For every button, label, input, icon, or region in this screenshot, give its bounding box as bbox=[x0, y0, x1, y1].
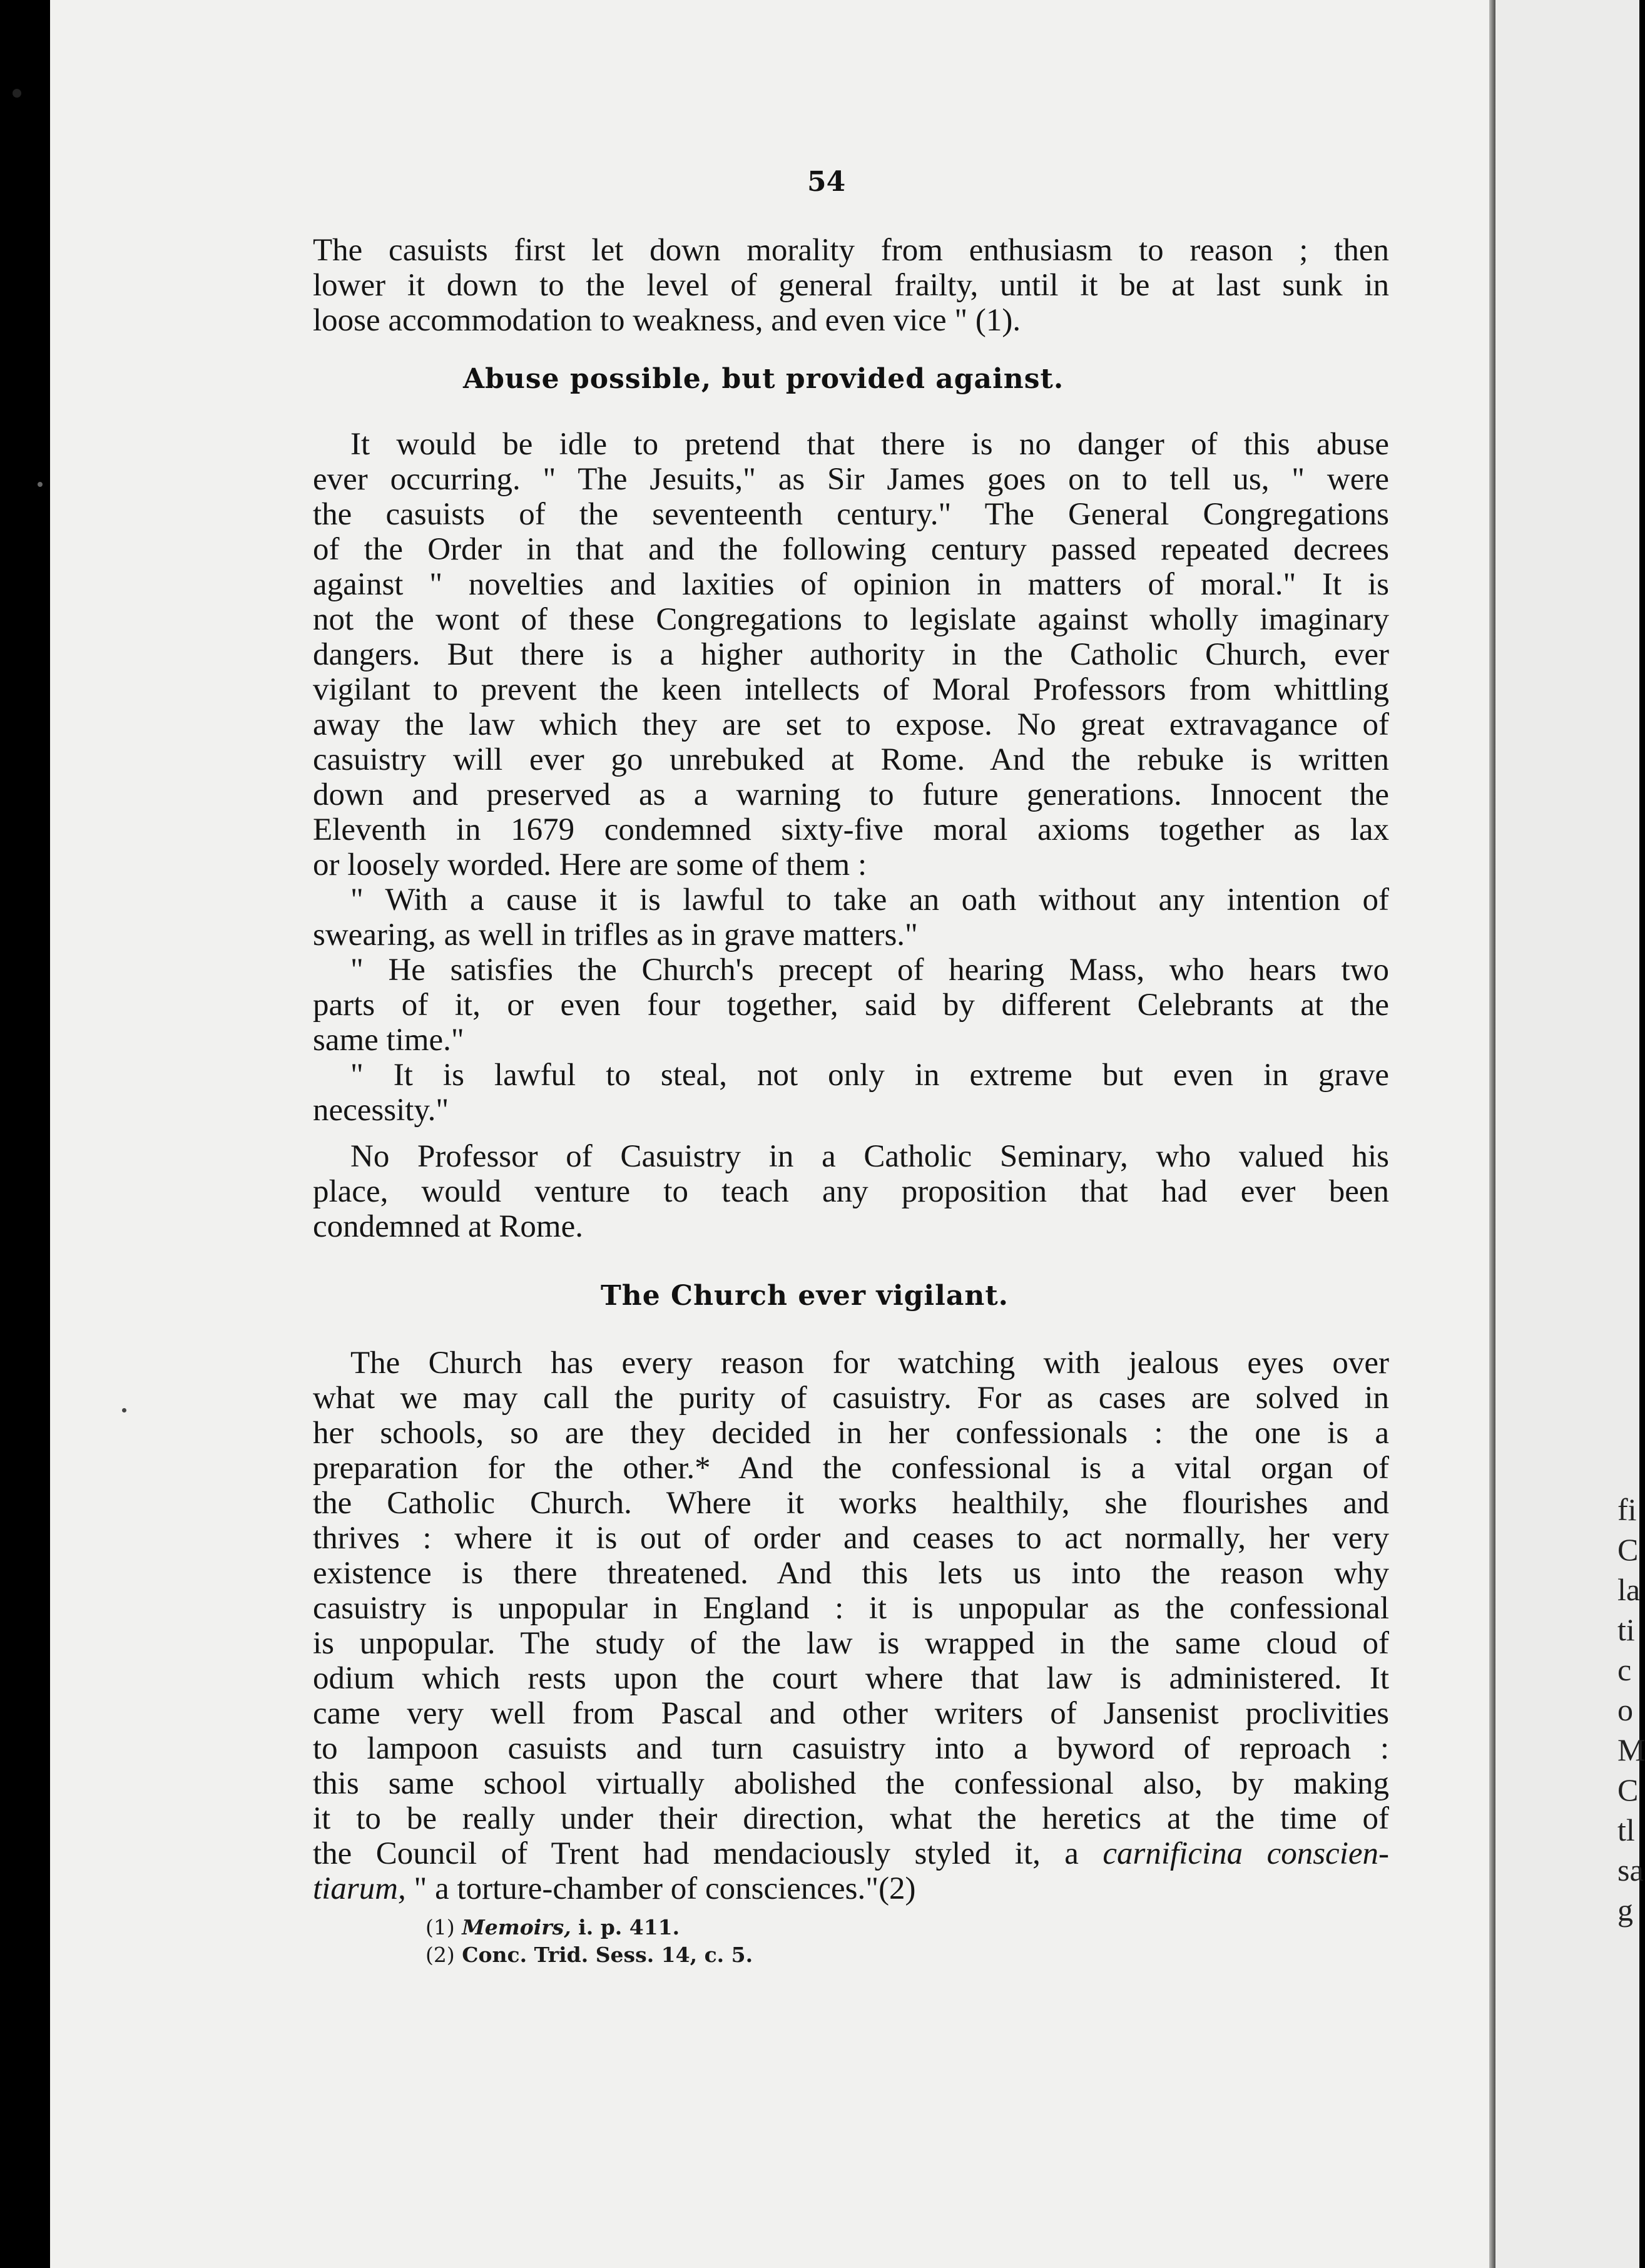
footnote-2 bbox=[425, 1941, 753, 1969]
quote-line: " With a cause it is lawful to take an oath without any intention of bbox=[350, 882, 1389, 917]
facing-letter: M bbox=[1617, 1732, 1645, 1767]
quoted-propositions bbox=[313, 882, 1389, 1128]
text-line: ever occurring. " The Jesuits," as Sir James goes on to tell us, " were bbox=[313, 462, 1389, 497]
text-line: condemned at Rome. bbox=[313, 1209, 583, 1244]
quote-line: same time." bbox=[313, 1023, 464, 1058]
text-line: the casuists of the seventeenth century." The General Congregations bbox=[313, 497, 1389, 532]
facing-letter: c bbox=[1617, 1652, 1632, 1687]
text-line: not the wont of these Congregations to legislate against wholly imaginary bbox=[313, 602, 1389, 637]
text-line: vigilant to prevent the keen intellects of Moral Professors from whittling bbox=[313, 672, 1389, 707]
text-line-with-latin bbox=[313, 1836, 1389, 1871]
quote-line: swearing, as well in trifles as in grave matters." bbox=[313, 917, 918, 953]
facing-letter: la bbox=[1617, 1572, 1641, 1607]
text-line: lower it down to the level of general frailty, until it be at last sunk in bbox=[313, 268, 1389, 303]
quote-line: parts of it, or even four together, said by different Celebrants at the bbox=[313, 988, 1389, 1023]
text-line: preparation for the other.* And the confessional is a vital organ of bbox=[313, 1451, 1389, 1486]
text-line: her schools, so are they decided in her confessionals : the one is a bbox=[313, 1416, 1389, 1451]
latin-phrase: carnificina conscien- bbox=[1103, 1836, 1389, 1871]
paragraph-intro bbox=[313, 233, 1389, 338]
footnote-text: i. p. 411. bbox=[578, 1915, 680, 1939]
footnote-marker: (2) bbox=[425, 1943, 455, 1967]
scan-speck bbox=[122, 1408, 126, 1412]
text-line: or loosely worded. Here are some of them : bbox=[313, 847, 867, 882]
footnote-marker: (1) bbox=[425, 1915, 455, 1939]
facing-page-letters bbox=[1617, 1489, 1645, 1930]
footnote-text: Conc. Trid. Sess. 14, c. 5. bbox=[462, 1943, 753, 1967]
text-line: this same school virtually abolished the confessional also, by making bbox=[313, 1766, 1389, 1801]
text-line: It would be idle to pretend that there is no danger of this abuse bbox=[350, 427, 1389, 462]
paragraph-abuse bbox=[313, 427, 1389, 882]
quote-line: " It is lawful to steal, not only in extreme but even in grave bbox=[350, 1058, 1389, 1093]
latin-phrase: tiarum, bbox=[313, 1871, 406, 1906]
text-line: No Professor of Casuistry in a Catholic Seminary, who valued his bbox=[350, 1139, 1389, 1174]
text-line: what we may call the purity of casuistry. For as cases are solved in bbox=[313, 1381, 1389, 1416]
facing-letter: tl bbox=[1617, 1812, 1635, 1847]
paragraph-church bbox=[313, 1346, 1389, 1906]
book-page bbox=[50, 0, 1489, 2268]
facing-letter: sa bbox=[1617, 1852, 1644, 1887]
text-line: loose accommodation to weakness, and even vice " (1). bbox=[313, 303, 1021, 338]
facing-letter: C bbox=[1617, 1772, 1639, 1807]
section-heading-church: The Church ever vigilant. bbox=[601, 1280, 1009, 1312]
section-heading-abuse: Abuse possible, but provided against. bbox=[463, 363, 1064, 395]
page-number: 54 bbox=[807, 166, 846, 198]
quote-line: necessity." bbox=[313, 1093, 449, 1128]
text-line-with-latin bbox=[313, 1871, 1389, 1906]
text-line: came very well from Pascal and other writers of Jansenist proclivities bbox=[313, 1696, 1389, 1731]
text-line: dangers. But there is a higher authority in the Catholic Church, ever bbox=[313, 637, 1389, 672]
text-fragment: " a torture-chamber of consciences."(2) bbox=[414, 1871, 916, 1906]
text-line: The Church has every reason for watching with jealous eyes over bbox=[350, 1346, 1389, 1381]
quote-line: " He satisfies the Church's precept of hearing Mass, who hears two bbox=[350, 953, 1389, 988]
text-line: the Catholic Church. Where it works healthily, she flourishes and bbox=[313, 1486, 1389, 1521]
text-line: down and preserved as a warning to future generations. Innocent the bbox=[313, 777, 1389, 812]
facing-letter: C bbox=[1617, 1532, 1639, 1567]
paragraph-professor bbox=[313, 1139, 1389, 1244]
text-line: away the law which they are set to expose. No great extravagance of bbox=[313, 707, 1389, 742]
scan-speck bbox=[13, 89, 21, 98]
text-line: odium which rests upon the court where that law is administered. It bbox=[313, 1661, 1389, 1696]
text-line: Eleventh in 1679 condemned sixty-five moral axioms together as lax bbox=[313, 812, 1389, 847]
footnote-italic: Memoirs, bbox=[462, 1915, 571, 1939]
text-line: thrives : where it is out of order and ceases to act normally, her very bbox=[313, 1521, 1389, 1556]
scan-speck bbox=[38, 482, 43, 487]
footnotes bbox=[425, 1914, 753, 1969]
text-line: The casuists first let down morality from enthusiasm to reason ; then bbox=[313, 233, 1389, 268]
text-line: against " novelties and laxities of opinion in matters of moral." It is bbox=[313, 567, 1389, 602]
text-line: casuistry will ever go unrebuked at Rome. And the rebuke is written bbox=[313, 742, 1389, 777]
facing-letter: fi bbox=[1617, 1492, 1637, 1527]
facing-letter: g bbox=[1617, 1893, 1633, 1928]
text-fragment: the Council of Trent had mendaciously styled it, a bbox=[313, 1836, 1079, 1871]
text-line: to lampoon casuists and turn casuistry into a byword of reproach : bbox=[313, 1731, 1389, 1766]
footnote-1 bbox=[425, 1914, 753, 1941]
facing-letter: ti bbox=[1617, 1612, 1635, 1647]
text-line: existence is there threatened. And this lets us into the reason why bbox=[313, 1556, 1389, 1591]
text-line: casuistry is unpopular in England : it is unpopular as the confessional bbox=[313, 1591, 1389, 1626]
text-line: is unpopular. The study of the law is wrapped in the same cloud of bbox=[313, 1626, 1389, 1661]
text-line: of the Order in that and the following century passed repeated decrees bbox=[313, 532, 1389, 567]
facing-letter: o bbox=[1617, 1692, 1633, 1727]
text-line: place, would venture to teach any proposition that had ever been bbox=[313, 1174, 1389, 1209]
text-line: it to be really under their direction, what the heretics at the time of bbox=[313, 1801, 1389, 1836]
